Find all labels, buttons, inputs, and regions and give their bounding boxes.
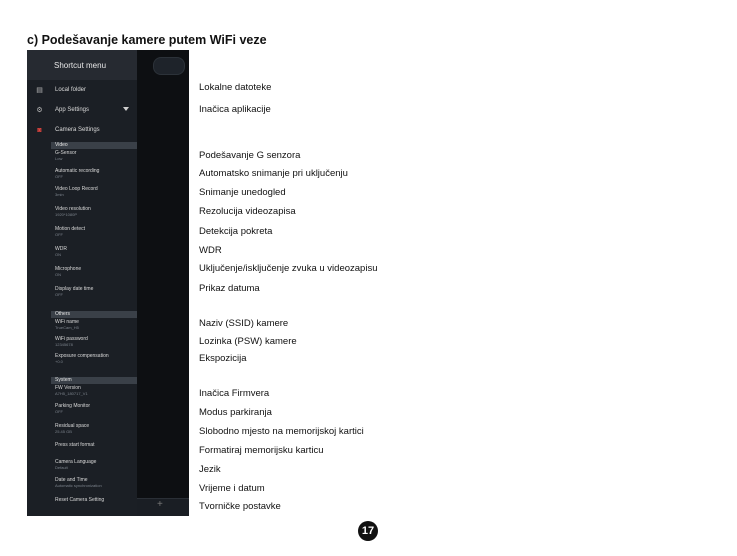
preview-status-pill	[153, 57, 185, 75]
desc-date-time: Vrijeme i datum	[199, 483, 265, 494]
setting-display-date-time[interactable]: Display date time OFF	[55, 286, 94, 297]
desc-video-resolution: Rezolucija videozapisa	[199, 206, 296, 217]
menu-item-local-folder[interactable]	[27, 80, 137, 100]
setting-parking-monitor[interactable]: Parking Monitor OFF	[55, 403, 91, 414]
setting-video-loop-record[interactable]: Video Loop Record 3min	[55, 186, 98, 197]
setting-automatic-recording[interactable]: Automatic recording OFF	[55, 168, 100, 179]
setting-reset-camera[interactable]: Reset Camera Setting	[55, 497, 105, 503]
desc-loop-recording: Snimanje unedogled	[199, 187, 286, 198]
desc-microphone: Uključenje/isključenje zvuka u videozapisu	[199, 263, 378, 274]
camera-icon: ◙	[37, 126, 42, 134]
setting-video-resolution[interactable]: Video resolution 1920*1080P	[55, 206, 91, 217]
setting-wifi-name[interactable]: WiFi name TrueCam_H5	[55, 319, 79, 330]
desc-factory-reset: Tvorničke postavke	[199, 501, 281, 512]
setting-fw-version[interactable]: FW Version A7H5_180717_V1	[55, 385, 88, 396]
add-icon: +	[157, 499, 163, 510]
desc-firmware-version: Inačica Firmvera	[199, 388, 270, 399]
setting-exposure-compensation[interactable]: Exposure compensation +0.0	[55, 353, 109, 364]
desc-app-version: Inačica aplikacije	[199, 104, 271, 115]
menu-title: Shortcut menu	[27, 50, 137, 80]
setting-press-start-format[interactable]: Press start format	[55, 442, 95, 448]
desc-parking-mode: Modus parkiranja	[199, 407, 272, 418]
desc-free-space: Slobodno mjesto na memorijskoj kartici	[199, 426, 364, 437]
desc-wifi-ssid: Naziv (SSID) kamere	[199, 318, 289, 329]
setting-g-sensor[interactable]: G-Sensor Low	[55, 150, 77, 161]
desc-wifi-password: Lozinka (PSW) kamere	[199, 336, 297, 347]
setting-motion-detect[interactable]: Motion detect OFF	[55, 226, 86, 237]
menu-item-app-settings[interactable]	[27, 100, 137, 120]
desc-wdr: WDR	[199, 245, 222, 256]
setting-camera-language[interactable]: Camera Language Default	[55, 459, 97, 470]
desc-local-files: Lokalne datoteke	[199, 82, 272, 93]
menu-item-label: Camera Settings	[55, 127, 100, 133]
desc-auto-recording: Automatsko snimanje pri uključenju	[199, 168, 348, 179]
setting-date-and-time[interactable]: Date and Time Automatic synchronization	[55, 477, 102, 488]
page-number: 17	[358, 521, 378, 541]
menu-item-label: Local folder	[55, 87, 87, 93]
camera-preview-panel	[137, 50, 189, 516]
desc-date-display: Prikaz datuma	[199, 283, 260, 294]
phone-screenshot	[27, 50, 189, 516]
gear-icon: ⚙	[36, 107, 43, 114]
desc-language: Jezik	[199, 464, 221, 475]
chevron-down-icon	[123, 107, 129, 111]
folder-icon: ▤	[36, 87, 43, 94]
menu-item-label: App Settings	[55, 107, 90, 113]
section-header-others: Others	[51, 311, 137, 318]
setting-residual-space[interactable]: Residual space 25.45 GB	[55, 423, 90, 434]
setting-wdr[interactable]: WDR ON	[55, 246, 67, 257]
section-header-video: Video	[51, 142, 137, 149]
shortcut-menu	[27, 50, 137, 516]
desc-exposure: Ekspozicija	[199, 353, 247, 364]
desc-motion-detect: Detekcija pokreta	[199, 226, 273, 237]
preview-bottom-bar	[137, 498, 189, 516]
section-header-system: System	[51, 377, 137, 384]
desc-g-sensor: Podešavanje G senzora	[199, 150, 301, 161]
desc-format-card: Formatiraj memorijsku karticu	[199, 445, 324, 456]
setting-wifi-password[interactable]: WiFi password 12345678	[55, 336, 88, 347]
setting-microphone[interactable]: Microphone ON	[55, 266, 82, 277]
page-heading: c) Podešavanje kamere putem WiFi veze	[27, 33, 267, 47]
menu-item-camera-settings[interactable]	[27, 120, 137, 140]
